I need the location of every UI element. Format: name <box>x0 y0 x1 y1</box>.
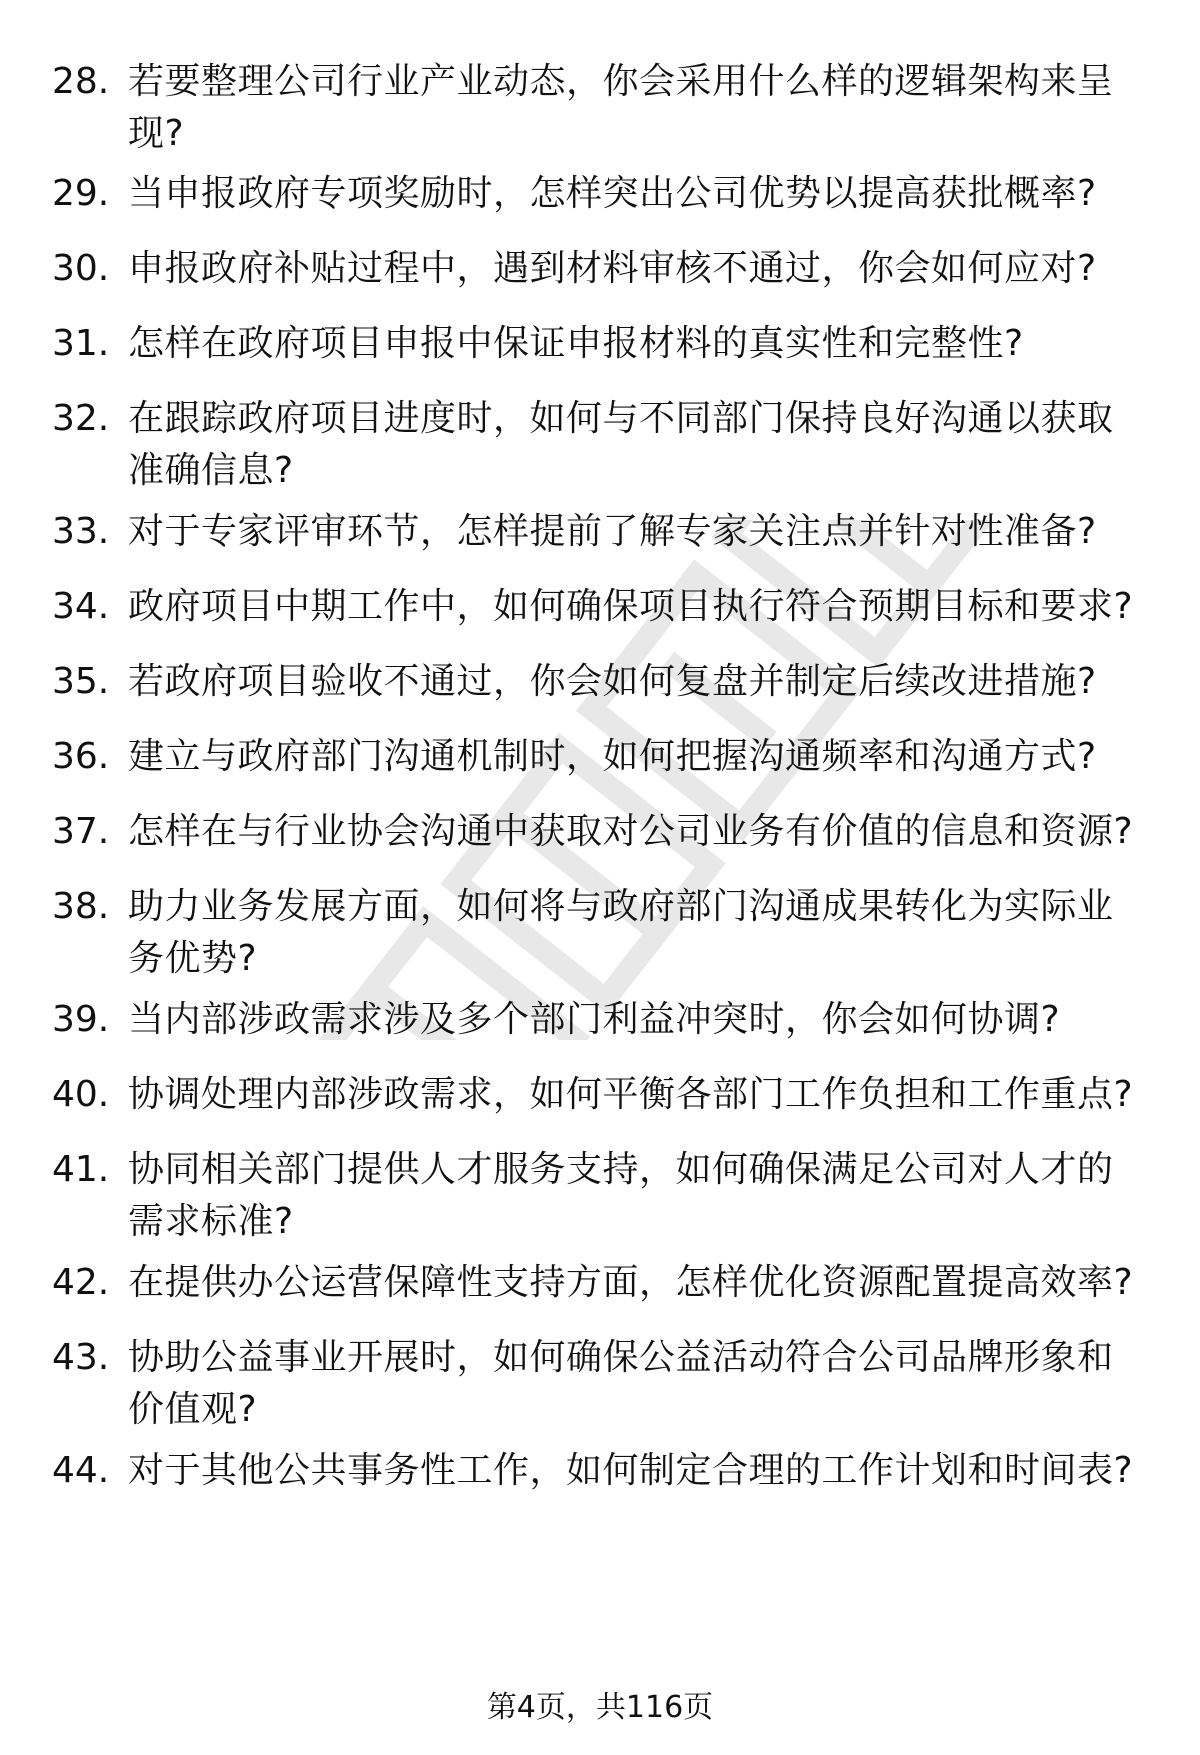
question-text: 建立与政府部门沟通机制时，如何把握沟通频率和沟通方式? <box>128 736 1097 777</box>
question-text: 对于其他公共事务性工作，如何制定合理的工作计划和时间表? <box>128 1450 1134 1491</box>
question-text: 怎样在政府项目申报中保证申报材料的真实性和完整性? <box>128 323 1024 364</box>
question-text: 怎样在与行业协会沟通中获取对公司业务有价值的信息和资源? <box>128 811 1134 852</box>
question-number: 31. <box>52 323 110 364</box>
question-text: 协调处理内部涉政需求，如何平衡各部门工作负担和工作重点? <box>128 1074 1134 1115</box>
question-number: 41. <box>52 1149 110 1190</box>
question-number: 29. <box>52 173 110 214</box>
question-text: 当申报政府专项奖励时，怎样突出公司优势以提高获批概率? <box>128 173 1097 214</box>
question-text: 若要整理公司行业产业动态，你会采用什么样的逻辑架构来呈现? <box>128 61 1114 154</box>
question-number: 32. <box>52 398 110 439</box>
question-number: 42. <box>52 1262 110 1303</box>
question-text: 协助公益事业开展时，如何确保公益活动符合公司品牌形象和价值观? <box>128 1337 1114 1430</box>
question-text: 在提供办公运营保障性支持方面，怎样优化资源配置提高效率? <box>128 1262 1134 1303</box>
question-number: 36. <box>52 736 110 777</box>
question-number: 34. <box>52 586 110 627</box>
question-number: 28. <box>52 61 110 102</box>
question-text: 在跟踪政府项目进度时，如何与不同部门保持良好沟通以获取准确信息? <box>128 398 1114 491</box>
question-number: 38. <box>52 886 110 927</box>
page-number: 第4页，共116页 <box>486 1690 714 1725</box>
question-text: 对于专家评审环节，怎样提前了解专家关注点并针对性准备? <box>128 511 1097 552</box>
question-number: 40. <box>52 1074 110 1115</box>
question-number: 33. <box>52 511 110 552</box>
question-text: 协同相关部门提供人才服务支持，如何确保满足公司对人才的需求标准? <box>128 1149 1114 1242</box>
question-text: 助力业务发展方面，如何将与政府部门沟通成果转化为实际业务优势? <box>128 886 1114 979</box>
question-text: 政府项目中期工作中，如何确保项目执行符合预期目标和要求? <box>128 586 1134 627</box>
question-number: 37. <box>52 811 110 852</box>
question-text: 当内部涉政需求涉及多个部门利益冲突时，你会如何协调? <box>128 999 1061 1040</box>
question-number: 30. <box>52 248 110 289</box>
question-number: 35. <box>52 661 110 702</box>
question-text: 申报政府补贴过程中，遇到材料审核不通过，你会如何应对? <box>128 248 1097 289</box>
question-number: 43. <box>52 1337 110 1378</box>
question-text: 若政府项目验收不通过，你会如何复盘并制定后续改进措施? <box>128 661 1097 702</box>
question-number: 39. <box>52 999 110 1040</box>
question-number: 44. <box>52 1450 110 1491</box>
